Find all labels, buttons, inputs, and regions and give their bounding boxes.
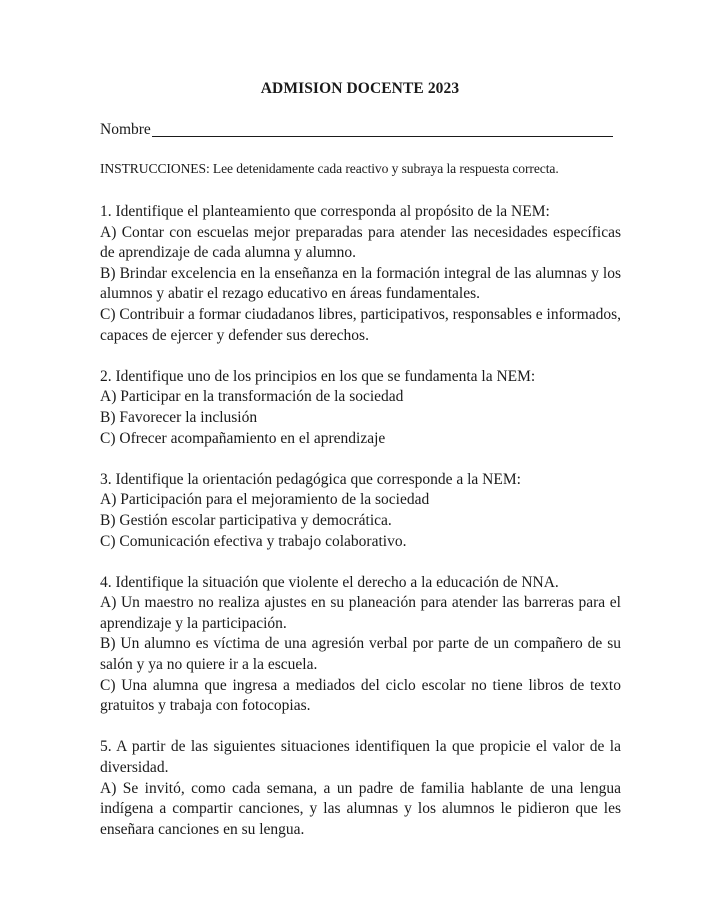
answer-option-a: A) Se invitó, como cada semana, a un padre de familia hablante de una lengua indígena a compartir canciones, y las alumnas y los alumnos le pidieron que les enseñara canciones en su lengua. <box>100 779 621 838</box>
question-1 <box>100 202 621 346</box>
answer-option-b: B) Favorecer la inclusión <box>100 408 258 426</box>
answer-option-c: C) Una alumna que ingresa a mediados del ciclo escolar no tiene libros de texto gratuitos y trabaja con fotocopias. <box>100 676 621 715</box>
question-text: 5. A partir de las siguientes situaciones identifiquen la que propicie el valor de la diversidad. <box>100 738 621 777</box>
name-field-row <box>100 121 613 139</box>
questions-list <box>100 202 621 861</box>
answer-option-c: C) Ofrecer acompañamiento en el aprendizaje <box>100 429 386 447</box>
answer-option-a: A) Participar en la transformación de la sociedad <box>100 388 404 406</box>
question-text: 4. Identifique la situación que violente el derecho a la educación de NNA. <box>100 573 559 591</box>
name-blank-line <box>152 122 613 137</box>
question-3 <box>100 470 621 552</box>
question-text: 1. Identifique el planteamiento que corresponda al propósito de la NEM: <box>100 203 550 220</box>
answer-option-a: A) Contar con escuelas mejor preparadas para atender las necesidades específicas de aprendizaje de cada alumna y alumno. <box>100 223 621 262</box>
answer-option-a: A) Un maestro no realiza ajustes en su planeación para atender las barreras para el aprendizaje y la participación. <box>100 594 621 632</box>
question-5 <box>100 737 621 840</box>
question-4 <box>100 573 621 717</box>
question-2 <box>100 367 621 449</box>
question-text: 2. Identifique uno de los principios en los que se fundamenta la NEM: <box>100 367 536 385</box>
answer-option-b: B) Brindar excelencia en la enseñanza en la formación integral de las alumnas y los alumnos y abatir el rezago educativo en áreas fundamentales. <box>100 264 621 303</box>
answer-option-b: B) Un alumno es víctima de una agresión verbal por parte de un compañero de su salón y ya no quiere ir a la escuela. <box>100 635 621 674</box>
question-text: 3. Identifique la orientación pedagógica que corresponde a la NEM: <box>100 470 521 488</box>
answer-option-c: C) Comunicación efectiva y trabajo colaborativo. <box>100 532 407 550</box>
instructions-text: INSTRUCCIONES: Lee detenidamente cada reactivo y subraya la respuesta correcta. <box>100 161 559 176</box>
answer-option-c: C) Contribuir a formar ciudadanos libres, participativos, responsables e informados, capaces de ejercer y defender sus derechos. <box>100 305 621 344</box>
name-label: Nombre <box>100 121 151 138</box>
document-title: ADMISION DOCENTE 2023 <box>260 80 460 97</box>
answer-option-b: B) Gestión escolar participativa y democrática. <box>100 511 392 529</box>
answer-option-a: A) Participación para el mejoramiento de la sociedad <box>100 491 430 509</box>
